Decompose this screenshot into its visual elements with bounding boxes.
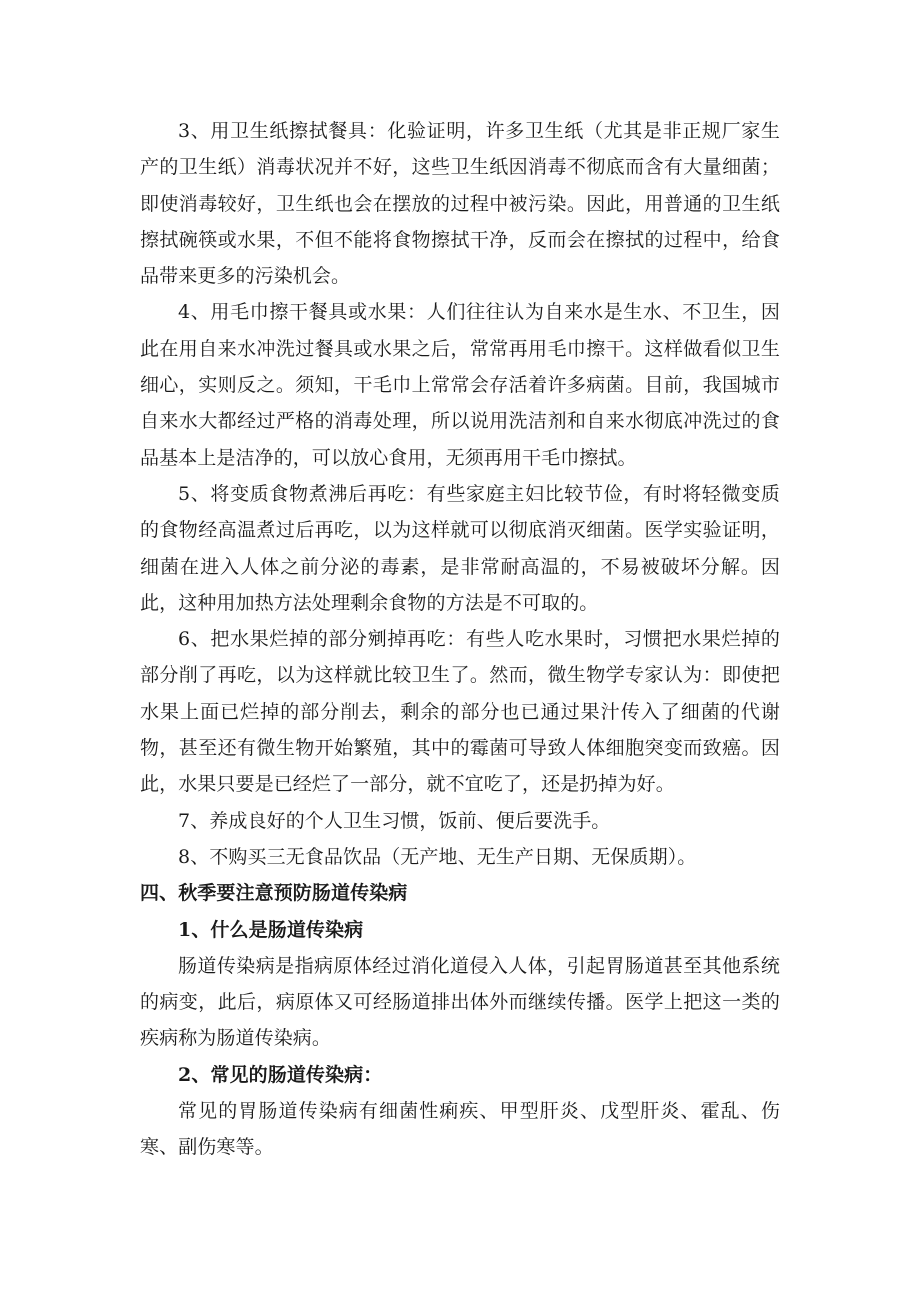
paragraph-item-4: 4、用毛巾擦干餐具或水果：人们往往认为自来水是生水、不卫生，因此在用自来水冲洗过餐具或水果之后，常常再用毛巾擦干。这样做看似卫生细心，实则反之。须知，干毛巾上常常会存活着许多病菌。目前，我国城市自来水大都经过严格的消毒处理，所以说用洗洁剂和自来水彻底冲洗过的食品基本上是洁净的，可以放心食用，无须再用干毛巾擦拭。 [140, 301, 780, 469]
paragraph-item-6: 6、把水果烂掉的部分剜掉再吃：有些人吃水果时，习惯把水果烂掉的部分削了再吃，以为这样就比较卫生了。然而，微生物学专家认为：即使把水果上面已烂掉的部分削去，剩余的部分也已通过果汁传入了细菌的代谢物，甚至还有微生物开始繁殖，其中的霉菌可导致人体细胞突变而致癌。因此，水果只要是已经烂了一部分，就不宜吃了，还是扔掉为好。 [140, 628, 780, 796]
paragraph-item-8: 8、不购买三无食品饮品（无产地、无生产日期、无保质期）。 [178, 845, 697, 868]
subsection-body-1: 肠道传染病是指病原体经过消化道侵入人体，引起胃肠道甚至其他系统的病变，此后，病原体又可经肠道排出体外而继续传播。医学上把这一类的疾病称为肠道传染病。 [140, 954, 780, 1050]
paragraph-item-7: 7、养成良好的个人卫生习惯，饭前、便后要洗手。 [178, 809, 611, 832]
subsection-heading-2: 2、常见的肠道传染病： [178, 1063, 383, 1086]
paragraph-item-5: 5、将变质食物煮沸后再吃：有些家庭主妇比较节俭，有时将轻微变质的食物经高温煮过后再吃，以为这样就可以彻底消灭细菌。医学实验证明，细菌在进入人体之前分泌的毒素，是非常耐高温的，不易被破坏分解。因此，这种用加热方法处理剩余食物的方法是不可取的。 [140, 482, 780, 614]
document-page [140, 113, 780, 1166]
subsection-body-2: 常见的胃肠道传染病有细菌性痢疾、甲型肝炎、戊型肝炎、霍乱、伤寒、副伤寒等。 [140, 1100, 780, 1159]
section-heading: 四、秋季要注意预防肠道传染病 [140, 882, 408, 905]
subsection-heading-1: 1、什么是肠道传染病 [178, 918, 364, 941]
paragraph-item-3: 3、用卫生纸擦拭餐具：化验证明，许多卫生纸（尤其是非正规厂家生产的卫生纸）消毒状况并不好，这些卫生纸因消毒不彻底而含有大量细菌；即使消毒较好，卫生纸也会在摆放的过程中被污染。因此，用普通的卫生纸擦拭碗筷或水果，不但不能将食物擦拭干净，反而会在擦拭的过程中，给食品带来更多的污染机会。 [140, 120, 780, 288]
